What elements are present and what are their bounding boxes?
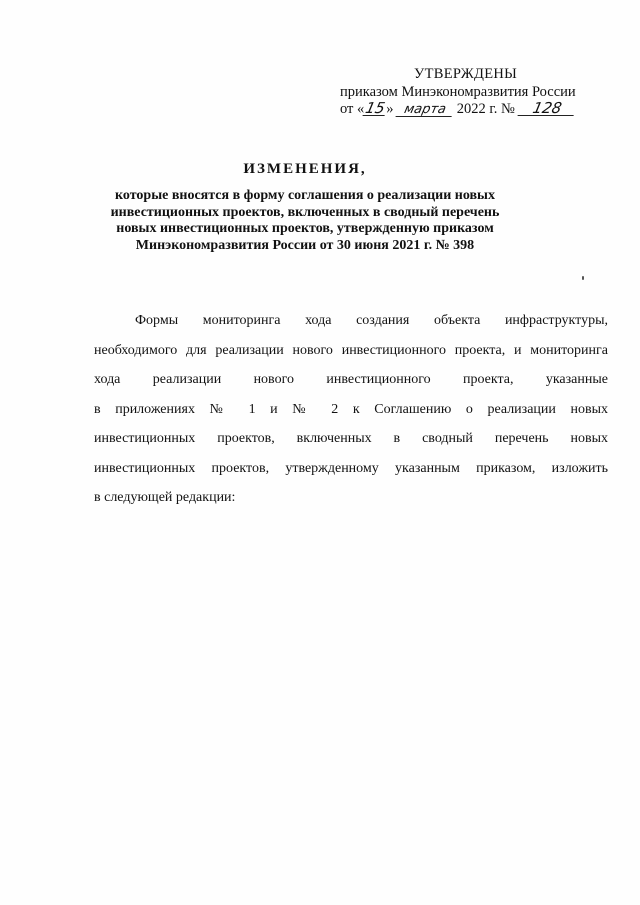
handwritten-month: марта xyxy=(396,103,455,117)
subtitle-line: новых инвестиционных проектов, утвержденную приказом xyxy=(116,221,494,236)
body-line: необходимого для реализации нового инвестиционного проекта, и мониторинга xyxy=(94,342,608,358)
handwritten-day: 15 xyxy=(364,99,387,117)
approved-label: УТВЕРЖДЕНЫ xyxy=(414,66,518,82)
subtitle-line: которые вносятся в форму соглашения о реализации новых xyxy=(115,188,495,203)
body-line: в следующей редакции: xyxy=(94,490,236,505)
order-authority: приказом Минэкономразвития России xyxy=(340,84,576,100)
body-paragraph xyxy=(94,306,608,513)
scan-speck xyxy=(582,276,584,280)
date-prefix: от « xyxy=(340,101,365,117)
subtitle-line: инвестиционных проектов, включенных в сводный перечень xyxy=(110,204,500,220)
order-date-number xyxy=(340,101,575,117)
handwritten-order-number: 128 xyxy=(517,102,576,116)
subtitle-line: Минэкономразвития России от 30 июня 2021 г. № 398 xyxy=(135,237,475,253)
document-title: ИЗМЕНЕНИЯ, xyxy=(243,161,367,177)
approval-block xyxy=(0,0,640,140)
body-line: инвестиционных проектов, включенных в сводный перечень новых xyxy=(94,431,608,446)
body-line: хода реализации нового инвестиционного проекта, указанные xyxy=(94,372,608,387)
body-line: Формы мониторинга хода создания объекта инфраструктуры, xyxy=(135,313,608,328)
day-suffix: » xyxy=(386,101,394,117)
body-line: инвестиционных проектов, утвержденному указанным приказом, изложить xyxy=(94,460,608,476)
document-subtitle xyxy=(90,188,520,254)
body-line: в приложениях № 1 и № 2 к Соглашению о реализации новых xyxy=(94,401,608,417)
year-text: 2022 г. № xyxy=(456,101,515,117)
